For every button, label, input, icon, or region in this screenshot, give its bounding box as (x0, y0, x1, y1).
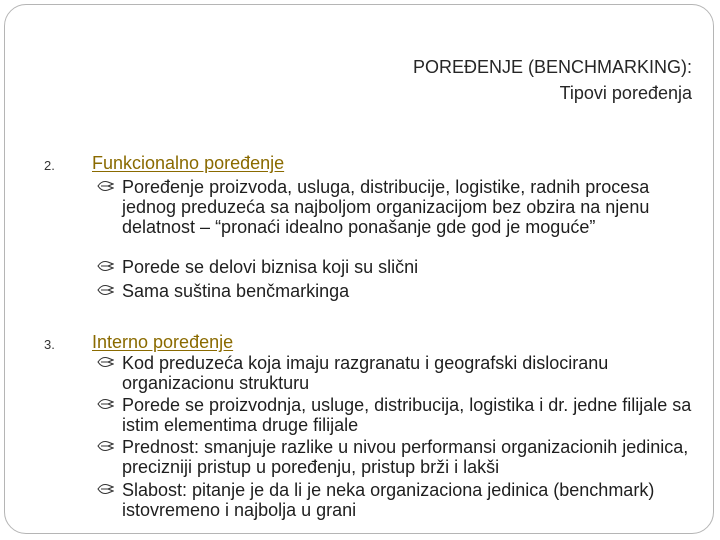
section-number: 3. (44, 337, 55, 352)
bullet-text: Kod preduzeća koja imaju razgranatu i geografski dislociranu organizacionu strukturu (122, 353, 609, 393)
section-heading-functional: Funkcionalno poređenje (92, 153, 285, 173)
scroll-bullet-icon (97, 397, 114, 411)
scroll-bullet-icon (97, 259, 114, 273)
bullet-text: Sama suština benčmarkinga (122, 281, 350, 301)
list-item (122, 177, 692, 237)
list-item (122, 480, 692, 520)
bullet-text: Porede se proizvodnja, usluge, distribucija, logistika i dr. jedne filijale sa istim elementima druge filijale (122, 395, 692, 435)
list-item (122, 353, 692, 393)
bullet-text: Porede se delovi biznisa koji su slični (122, 257, 419, 277)
slide-title (413, 54, 692, 106)
scroll-bullet-icon (97, 439, 114, 453)
title-line-2: Tipovi poređenja (559, 83, 692, 103)
bullet-text: Prednost: smanjuje razlike u nivou performansi organizacionih jedinica, precizniji pristup u poređenju, pristup brži i lakši (122, 437, 689, 477)
section-number: 2. (44, 158, 55, 173)
scroll-bullet-icon (97, 482, 114, 496)
list-item (122, 437, 692, 477)
list-item (122, 281, 692, 301)
scroll-bullet-icon (97, 355, 114, 369)
title-line-1: POREĐENJE (BENCHMARKING): (412, 57, 692, 77)
bullet-text: Slabost: pitanje je da li je neka organizaciona jedinica (benchmark) istovremeno i najbolja u grani (122, 480, 655, 520)
list-item (122, 257, 692, 277)
list-item (122, 395, 692, 435)
section-heading-internal: Interno poređenje (92, 332, 234, 352)
scroll-bullet-icon (97, 283, 114, 297)
bullet-text: Poređenje proizvoda, usluga, distribucije, logistike, radnih procesa jednog preduzeća sa najboljom organizacijom bez obzira na njenu delatnost – “pronaći idealno ponašanje gde god je moguće” (122, 177, 650, 237)
scroll-bullet-icon (97, 179, 114, 193)
